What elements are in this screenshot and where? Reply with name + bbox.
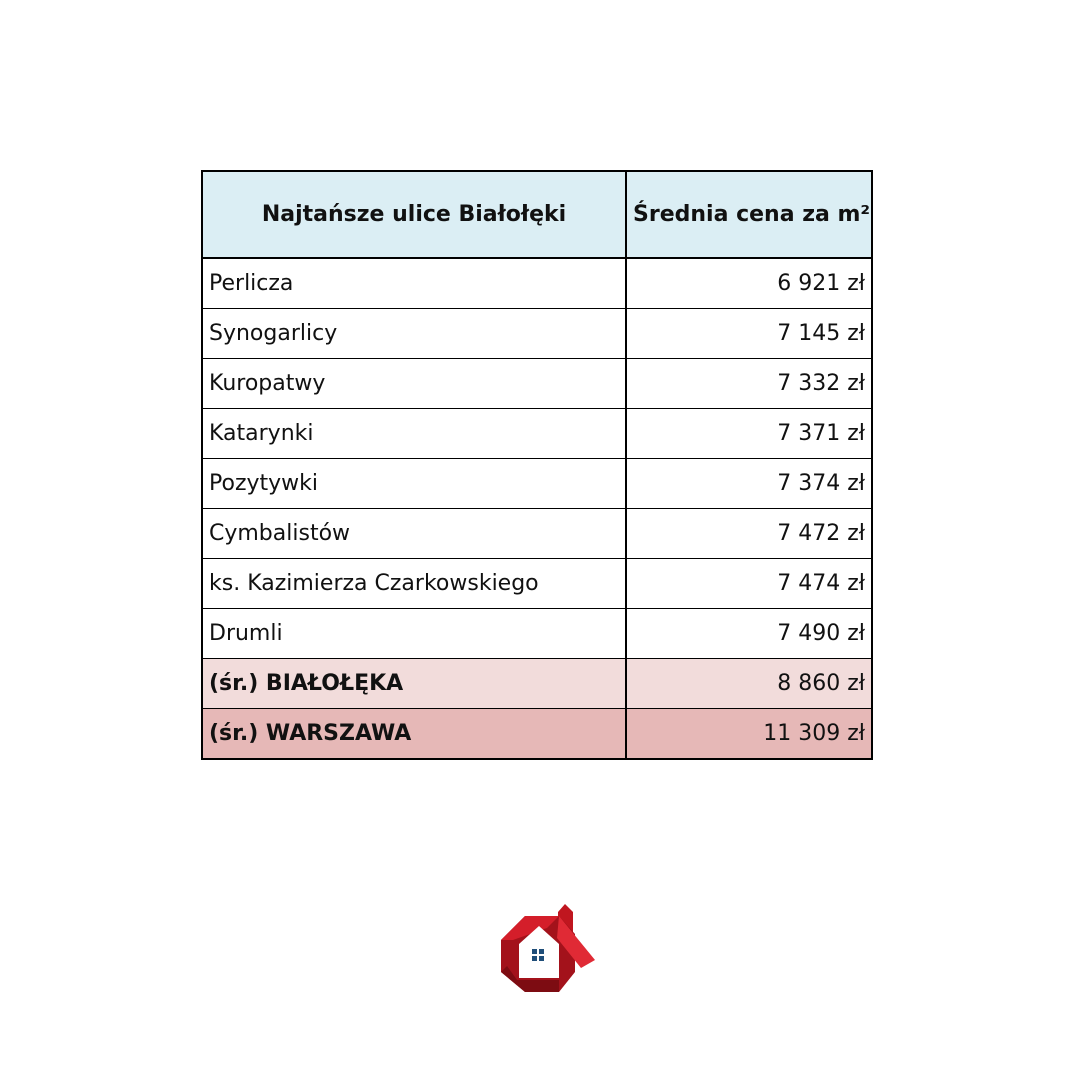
table-row — [202, 559, 872, 609]
street-price: 7 145 zł — [626, 309, 872, 359]
street-name: Kuropatwy — [202, 359, 626, 409]
street-name: Drumli — [202, 609, 626, 659]
city-average-price: 11 309 zł — [626, 709, 872, 760]
district-average-row — [202, 659, 872, 709]
price-table — [201, 170, 873, 760]
street-name: Katarynki — [202, 409, 626, 459]
table-row — [202, 309, 872, 359]
street-name: Cymbalistów — [202, 509, 626, 559]
street-price: 7 490 zł — [626, 609, 872, 659]
house-icon — [497, 900, 597, 995]
table-row — [202, 409, 872, 459]
district-average-label: (śr.) BIAŁOŁĘKA — [202, 659, 626, 709]
street-price: 7 474 zł — [626, 559, 872, 609]
table-header-row — [202, 171, 872, 258]
table-row — [202, 459, 872, 509]
street-name: Perlicza — [202, 258, 626, 309]
header-street: Najtańsze ulice Białołęki — [202, 171, 626, 258]
street-name: Synogarlicy — [202, 309, 626, 359]
district-average-price: 8 860 zł — [626, 659, 872, 709]
header-price: Średnia cena za m² — [626, 171, 872, 258]
street-name: ks. Kazimierza Czarkowskiego — [202, 559, 626, 609]
table-row — [202, 509, 872, 559]
street-price: 6 921 zł — [626, 258, 872, 309]
street-price: 7 472 zł — [626, 509, 872, 559]
street-name: Pozytywki — [202, 459, 626, 509]
city-average-label: (śr.) WARSZAWA — [202, 709, 626, 760]
table-row — [202, 258, 872, 309]
table-row — [202, 609, 872, 659]
city-average-row — [202, 709, 872, 760]
street-price: 7 371 zł — [626, 409, 872, 459]
street-price: 7 374 zł — [626, 459, 872, 509]
street-price: 7 332 zł — [626, 359, 872, 409]
table-row — [202, 359, 872, 409]
